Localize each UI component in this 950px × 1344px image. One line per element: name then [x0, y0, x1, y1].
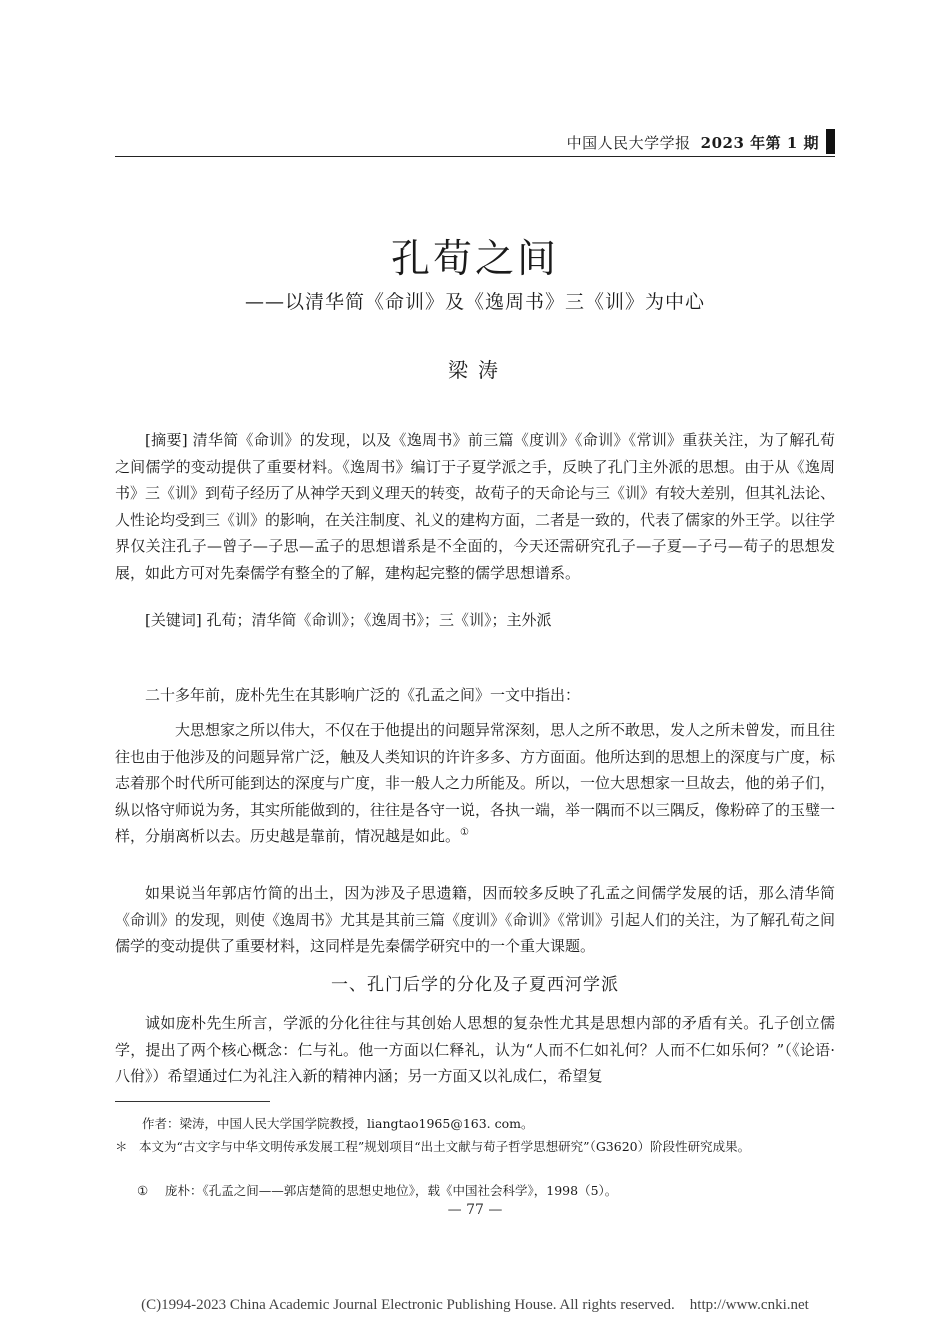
keywords-text: 孔荀；清华简《命训》；《逸周书》；三《训》；主外派 [206, 611, 552, 629]
body-paragraph-2: 诚如庞朴先生所言，学派的分化往往与其创始人思想的复杂性尤其是思想内部的矛盾有关。孔子创立儒学，提出了两个核心概念：仁与礼。他一方面以仁释礼，认为“人而不仁如礼何？人而不仁如乐何？”（《论语·八佾》）希望通过仁为礼注入新的精神内涵；另一方面又以礼成仁，希望复 [115, 1014, 835, 1086]
footnote-ref-1[interactable]: ① [460, 827, 469, 839]
journal-name: 中国人民大学学报 [566, 134, 691, 152]
section-heading-1: 一、孔门后学的分化及子夏西河学派 [331, 975, 619, 995]
abstract-label: [摘要] [145, 431, 188, 449]
issue-label: 2023 年第 1 期 [700, 134, 819, 152]
page-number: — 77 — [447, 1202, 503, 1218]
quote-text: 大思想家之所以伟大，不仅在于他提出的问题异常深刻，思人之所不敢思，发人之所未曾发，而且往往也由于他涉及的问题异常广泛，触及人类知识的许许多多、方方面面。他所达到的思想上的深度与广度，标志着那个时代所可能到达的深度与广度，非一般人之力所能及。所以，一位大思想家一旦故去，他的弟子们，纵以恪守师说为务，其实所能做到的，往往是各守一说，各执一端，举一隅而不以三隅反，像粉碎了的玉璧一样，分崩离析以去。历史越是靠前，情况越是如此。 [115, 721, 836, 846]
abstract-text: 清华简《命训》的发现，以及《逸周书》前三篇《度训》《命训》《常训》重获关注，为了解孔荀之间儒学的变动提供了重要材料。《逸周书》编订于子夏学派之手，反映了孔门主外派的思想。由于从《逸周书》三《训》到荀子经历了从神学天到义理天的转变，故荀子的天命论与三《训》有较大差别，但其礼法论、人性论均受到三《训》的影响，在关注制度、礼义的建构方面，二者是一致的，代表了儒家的外王学。以往学界仅关注孔子—曾子—子思—孟子的思想谱系是不全面的，今天还需研究孔子—子夏—子弓—荀子的思想发展，如此方可对先秦儒学有整全的了解，建构起完整的儒学思想谱系。 [115, 431, 836, 582]
footnote-star-mark: ＊ [115, 1139, 128, 1154]
footnote-citation-text: 庞朴：《孔孟之间——郭店楚简的思想史地位》，载《中国社会科学》，1998（5）。 [165, 1183, 618, 1198]
cnki-copyright-line: (C)1994-2023 China Academic Journal Electronic Publishing House. All rights reserved. http://www.cnki.net [141, 1297, 809, 1313]
footnote-funding-text: 本文为“古文字与中华文明传承发展工程”规划项目“出土文献与荀子哲学思想研究”（G3620）阶段性研究成果。 [139, 1139, 751, 1154]
header-bar-mark [826, 129, 835, 154]
keywords-label: [关键词] [145, 611, 202, 629]
footnote-author: 作者：梁涛，中国人民大学国学院教授，liangtao1965@163. com。 [142, 1116, 534, 1131]
keywords [115, 607, 835, 634]
journal-header [115, 130, 835, 157]
abstract [115, 427, 835, 587]
footnote-citation [137, 1180, 827, 1202]
body-paragraph-1: 如果说当年郭店竹简的出土，因为涉及子思遗籍，因而较多反映了孔孟之间儒学发展的话，那么清华简《命训》的发现，则使《逸周书》尤其是其前三篇《度训》《命训》《常训》引起人们的关注，为了解孔荀之间儒学的变动提供了重要材料，这同样是先秦儒学研究中的一个重大课题。 [115, 884, 836, 956]
block-quote [115, 717, 835, 850]
author-name: 梁涛 [448, 358, 508, 382]
footnote-cite-mark: ① [137, 1183, 149, 1198]
footnote-funding [115, 1136, 835, 1158]
article-subtitle: ——以清华简《命训》及《逸周书》三《训》为中心 [244, 291, 705, 313]
article-title: 孔荀之间 [390, 237, 559, 282]
footnote-divider [115, 1101, 270, 1102]
lead-paragraph: 二十多年前，庞朴先生在其影响广泛的《孔孟之间》一文中指出： [145, 686, 581, 704]
